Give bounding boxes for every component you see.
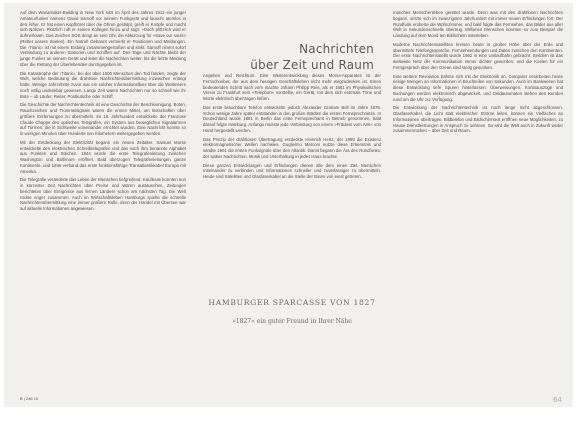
paragraph: Auf dem Wanamaker-Building in New York sitzt im April des Jahres 1912 ein junger Amateurfunker namens David Sarnoff vor seinem Funkgerät und lauscht atemlos in den Äther. Er hat einen Kopfhörer über die Ohren gestülpt, greift er Knöpfe und macht sich Notizen. Plötzlich ruft er seinen Kollegen hinzu und sagt: »Doch plötzlich wird er aufmerksam. Das Zeichen SOS dringt an sein Ohr, die Abkürzung für »Save our souls« (Rettet unsere Seelen). Ein Notruf! Gebannt vermerkt er Positionen und Meldungen. Die ›Titanic‹ ist mit einem Eisberg zusammengestoßen und sinkt. Sarnoff nimmt sofort Verbindung zu anderen Stationen und Schiffen auf. Drei Tage und Nächte bleibt der junge Funker an seinem Gerät und leitet die Nachrichten weiter, bis die letzte Meldung über die Rettung der Überlebenden durchgegeben ist. (20, 10, 186, 67)
article-title-line-2: über Zeit und Raum (250, 58, 374, 72)
paragraph: Angehen und Reichtum. Eine Weiterentwicklung dieses Morse-Apparates ist der Fernschreiber, der aus dem heutigen Geschäftsleben nicht mehr wegzudenken ist. Einen bedeutenden Schritt nach vorn machte Johann Philipp Reis, als er 1861 im Physikalischen Verein zu Frankfurt sein »Telephon« vorstellte, ein Gerät, mit dem sich erstmals Töne und Worte elektrisch übertragen ließen. (203, 73, 381, 101)
bank-name-banner: HAMBURGER SPARCASSE VON 1827 (208, 298, 376, 307)
text-column-middle (203, 73, 381, 269)
paragraph: Moderne Nachrichtensatelliten kreisen heute in großer Höhe über der Erde und übermitteln Telefongespräche, Fernsehsendungen und Daten zwischen den Kontinenten. Der erste Nachrichtensatellit wurde 1962 in eine Umlaufbahn gebracht. Seitdem ist das weltweite Netz der Kommunikation immer dichter geworden, und die Kosten für ein Ferngespräch über den Ozean sind stetig gesunken. (393, 41, 563, 70)
paragraph: manches Menschenleben gerettet wurde. Denn was mit den drahtlosen Nachrichten begann, setzte sich im zwanzigsten Jahrhundert mit immer neuen Erfindungen fort. Der Rundfunk eroberte die Wohnzimmer, und bald folgte das Fernsehen, das Bilder aus aller Welt in Sekundenschnelle übertrug. Millionen Menschen konnten so zum Beispiel die Landung auf dem Mond am Bildschirm miterleben. (393, 10, 563, 38)
bank-slogan: »1827« ein guter Freund in Ihrer Nähe (232, 318, 352, 325)
paragraph: Die Geschichte der Nachrichtentechnik ist eine Geschichte der Beschleunigung. Boten, Rauchzeichen und Trommelsignale waren die ersten Mittel, um Botschaften über größere Entfernungen zu übermitteln. Im 18. Jahrhundert entwickelte der Franzose Claude Chappe den optischen Telegrafen, ein System aus beweglichen Signalarmen auf Türmen, die in Sichtweite voneinander errichtet wurden. Eine Nachricht konnte so in wenigen Minuten über Hunderte von Kilometern weitergegeben werden. (20, 102, 186, 136)
paragraph: Die Katastrophe der ›Titanic‹, bei der über 1500 Menschen den Tod fanden, zeigte der Welt, welche Bedeutung die drahtlose Nachrichtenübermittlung inzwischen erlangt hatte. Wenige Jahrzehnte zuvor war ein solcher Informationsfluss über die Weltmeere noch völlig undenkbar gewesen. Lange Zeit waren Nachrichten nur so schnell wie ihr Bote – ob Läufer, Reiter, Postkutsche oder Schiff. (20, 70, 186, 99)
paragraph: Eine weitere Revolution bahnte sich mit der Elektronik an. Computer verarbeiten heute riesige Mengen an Informationen in Bruchteilen von Sekunden. Auch im Bankwesen hat diese Entwicklung tiefe Spuren hinterlassen: Überweisungen, Kontoauszüge und Buchungen werden elektronisch abgewickelt, und Geldautomaten stehen den Kunden rund um die Uhr zur Verfügung. (393, 73, 563, 102)
footer-code: B | 246 10 (20, 396, 39, 401)
paragraph: Die Entwicklung der Nachrichtentechnik ist noch lange nicht abgeschlossen. Glasfaserkabel, die Licht statt elektrischer Ströme leiten, können ein Vielfaches an Informationen übertragen. Bildtelefon und Bildschirmtext eröffnen neue Möglichkeiten, zu Hause Dienstleistungen in Anspruch zu nehmen. So wird die Welt auch in Zukunft weiter zusammenrücken – über Zeit und Raum. (393, 105, 563, 134)
document-page (4, 3, 573, 407)
paragraph: Das erste brauchbare Telefon entwickelte jedoch Alexander Graham Bell im Jahre 1876. Schon wenige Jahre später entstanden in den großen Städten die ersten Fernsprechnetze. In Deutschland wurde 1881 in Berlin das erste Fernsprechamt in Betrieb genommen, bald darauf folgte Hamburg. Anfangs musste jede Verbindung von einem »Fräulein vom Amt« von Hand hergestellt werden. (203, 104, 381, 133)
paragraph: Die Telegrafie veränderte das Leben der Menschen tiefgreifend. Kaufleute konnten nun in kürzester Zeit Nachrichten über Preise und Waren austauschen, Zeitungen berichteten über Ereignisse aus fernen Ländern schon am nächsten Tag. Die Welt rückte enger zusammen. Auch im Wirtschaftsleben Hamburgs spielte die schnelle Nachrichtenübermittlung eine immer größere Rolle, denn der Handel mit Übersee war auf aktuelle Informationen angewiesen. (20, 177, 186, 211)
paragraph: Mit der Entdeckung der Elektrizität begann ein neues Zeitalter. Samuel Morse entwickelte den elektrischen Schreibtelegrafen und das nach ihm benannte Alphabet aus Punkten und Strichen. 1844 wurde die erste Telegrafenleitung zwischen Washington und Baltimore eröffnet. Bald überzogen Telegrafenleitungen ganze Kontinente, und 1866 verband das erste funktionsfähige Transatlantikkabel Europa mit Amerika. (20, 139, 186, 174)
page-number-mark: 64 (553, 396, 562, 404)
paragraph: Das Prinzip der drahtlosen Übertragung entdeckte Heinrich Hertz, der 1888 die Existenz elektromagnetischer Wellen nachwies. Guglielmo Marconi nutzte diese Erkenntnis und sandte 1901 die ersten Funksignale über den Atlantik. Damit begann die Ära des Rundfunks, der später Nachrichten, Musik und Unterhaltung in jedes Haus brachte. (203, 136, 381, 159)
text-column-right (393, 10, 563, 398)
paragraph: Diese ganzen Entwicklungen und Erfindungen dienen alle dem einen Ziel, Menschen miteinander zu verbinden und Informationen schneller und zuverlässiger zu übermitteln. Heute sind Satelliten und Glasfaserkabel an die Stelle der Boten von einst getreten. (203, 162, 381, 179)
text-column-left (20, 10, 186, 398)
article-title-line-1: Nachrichten (299, 42, 374, 56)
